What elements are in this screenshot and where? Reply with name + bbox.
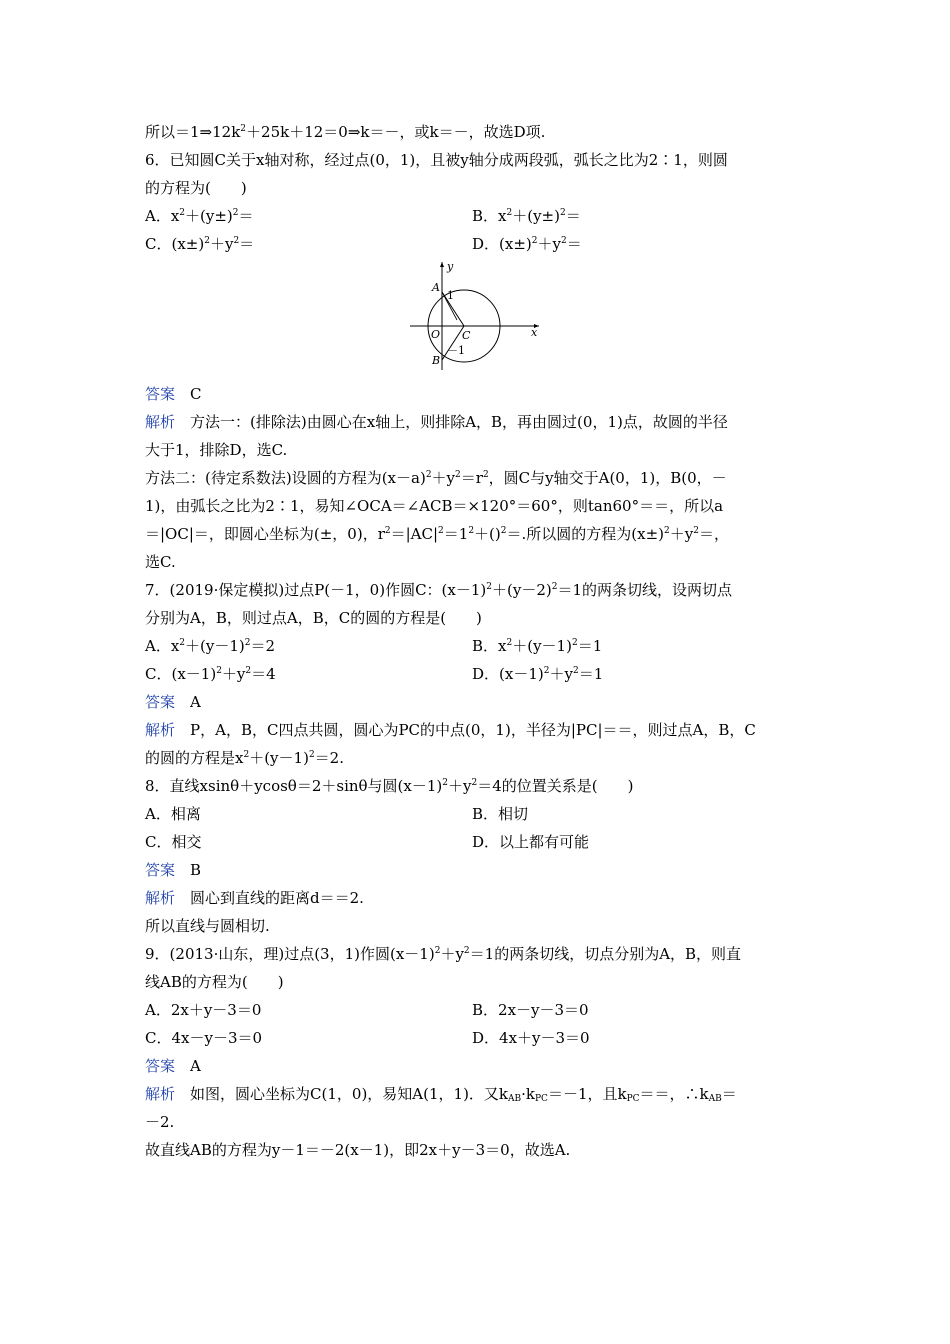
superscript: 2 — [425, 470, 432, 480]
option-8c: C．相交 — [145, 833, 202, 851]
text-span: ＋(y－1) — [249, 749, 309, 767]
answer-value: A — [190, 693, 201, 711]
text-span: ＋() — [474, 525, 501, 543]
text-span: ＝ — [566, 235, 582, 253]
explanation-tag: 解析 — [145, 721, 176, 739]
superscript: 2 — [551, 582, 558, 592]
superscript: 2 — [559, 208, 566, 218]
text-span: ＝ — [721, 1085, 737, 1103]
question-9-stem-cont: 线AB的方程为( ) — [145, 973, 284, 991]
text-span: ＝|OC|＝，即圆心坐标为(±，0)，r — [145, 525, 385, 543]
label-y: y — [447, 260, 454, 273]
answer-value: B — [190, 861, 202, 879]
text-span: C．(x－1) — [145, 665, 217, 683]
superscript: 2 — [233, 236, 240, 246]
superscript: 2 — [245, 666, 252, 676]
text-span: 的圆的方程是x — [145, 749, 244, 767]
question-9-stem — [145, 944, 741, 964]
text-span: ＝1的两条切线，设两切点 — [557, 581, 733, 599]
text-span: ，圆C与y轴交于A(0，1)，B(0，－ — [488, 469, 727, 487]
text-span: ＋y — [448, 777, 472, 795]
superscript: 2 — [506, 638, 513, 648]
superscript: 2 — [244, 638, 251, 648]
text-span: P，A，B，C四点共圆，圆心为PC的中点(0，1)，半径为|PC|＝＝，则过点A，B，C — [190, 721, 756, 739]
subscript: PC — [626, 1094, 640, 1104]
option-8a: A．相离 — [145, 805, 201, 823]
explanation-8-line1 — [145, 888, 364, 908]
answer-tag: 答案 — [145, 861, 176, 879]
option-7d — [472, 664, 603, 684]
option-7b — [472, 636, 602, 656]
option-6c — [145, 234, 254, 254]
text-span: 方法一：(排除法)由圆心在x轴上，则排除A，B，再由圆过(0，1)点，故圆的半径 — [190, 413, 728, 431]
y-axis-arrow — [440, 262, 444, 267]
text-span: ＝－1，且k — [547, 1085, 627, 1103]
label-neg1: －1 — [447, 344, 465, 357]
text-span: 圆心到直线的距离d＝＝2. — [190, 889, 364, 907]
text-span: ＋y — [549, 665, 573, 683]
superscript: 2 — [216, 666, 222, 676]
superscript: 2 — [204, 236, 210, 246]
text-span: D．(x±) — [472, 235, 532, 253]
text-span: ＝1 — [578, 665, 604, 683]
label-1: 1 — [447, 289, 454, 302]
superscript: 2 — [664, 526, 670, 536]
text-span: ＋(y－2) — [492, 581, 552, 599]
text-span: ＝1 — [577, 637, 603, 655]
superscript: 2 — [308, 750, 315, 760]
subscript: AB — [508, 1094, 522, 1104]
text-span: D．(x－1) — [472, 665, 544, 683]
explanation-6-line3 — [145, 468, 727, 488]
explanation-6-line4: 1)，由弧长之比为2∶1，易知∠OCA＝∠ACB＝×120°＝60°，则tan60°＝＝，所以a — [145, 497, 724, 515]
text-span: ＋(y－1) — [512, 637, 572, 655]
superscript: 2 — [471, 778, 478, 788]
explanation-8-line2: 所以直线与圆相切. — [145, 917, 270, 935]
text-span: ＝1的两条切线，切点分别为A，B，则直 — [469, 945, 742, 963]
text-span: ＋y — [209, 235, 234, 253]
text-span: 8．直线xsinθ＋ycosθ＝2＋sinθ与圆(x－1) — [145, 777, 443, 795]
option-9b: B．2x－y－3＝0 — [472, 1001, 589, 1019]
question-6-stem: 6．已知圆C关于x轴对称，经过点(0，1)，且被y轴分成两段弧，弧长之比为2∶1，则圆 — [145, 151, 728, 169]
text-span: ＝4 — [251, 665, 276, 683]
text-span: ＝4的位置关系是( ) — [477, 777, 634, 795]
text-span: ＝， — [698, 525, 729, 543]
text-span: ＋y — [221, 665, 246, 683]
text-span: A．x — [145, 207, 180, 225]
text-span: ＝ — [565, 207, 581, 225]
question-6-stem-cont: 的方程为( ) — [145, 179, 247, 197]
text-span: ＋y — [537, 235, 561, 253]
explanation-7-line1 — [145, 720, 756, 740]
text-span: ＋y — [669, 525, 694, 543]
answer-tag: 答案 — [145, 693, 176, 711]
label-o: O — [431, 328, 441, 341]
circle-figure — [405, 258, 545, 373]
text-span: 方法二：(待定系数法)设圆的方程为(x－a) — [145, 469, 426, 487]
question-8-stem — [145, 776, 633, 796]
text-span: ＝.所以圆的方程为(x±) — [506, 525, 665, 543]
explanation-tag: 解析 — [145, 413, 176, 431]
superscript: 2 — [434, 946, 441, 956]
superscript: 2 — [543, 666, 550, 676]
superscript: 2 — [243, 750, 250, 760]
superscript: 2 — [571, 638, 578, 648]
text-span: C．(x±) — [145, 235, 205, 253]
text-span: ＝2. — [314, 749, 344, 767]
option-7a — [145, 636, 275, 656]
text-span: B．x — [472, 637, 507, 655]
superscript: 2 — [442, 778, 448, 788]
text-span: 9．(2013·山东，理)过点(3，1)作圆(x－1) — [145, 945, 435, 963]
superscript: 2 — [384, 526, 391, 536]
superscript: 2 — [486, 582, 492, 592]
superscript: 2 — [500, 526, 507, 536]
option-6b — [472, 206, 581, 226]
answer-tag: 答案 — [145, 1057, 176, 1075]
explanation-9-line3: 故直线AB的方程为y－1＝－2(x－1)，即2x＋y－3＝0，故选A. — [145, 1141, 571, 1159]
text-span: ＝2 — [250, 637, 276, 655]
explanation-tag: 解析 — [145, 1085, 176, 1103]
option-8b: B．相切 — [472, 805, 529, 823]
explanation-tag: 解析 — [145, 889, 176, 907]
answer-7 — [145, 692, 201, 712]
text-span: ＝ — [238, 207, 254, 225]
superscript: 2 — [179, 638, 186, 648]
explanation-9-line1 — [145, 1084, 737, 1104]
text-span: ＋y — [431, 469, 456, 487]
text-span: 所以＝1⇒12k — [145, 123, 241, 141]
text-span: ＝|AC| — [390, 525, 439, 543]
answer-value: C — [190, 385, 202, 403]
answer-9 — [145, 1056, 201, 1076]
text-span: 7．(2019·保定模拟)过点P(－1，0)作圆C：(x－1) — [145, 581, 487, 599]
label-a: A — [432, 281, 440, 294]
superscript: 2 — [572, 666, 579, 676]
text-span: ＋(y±) — [512, 207, 560, 225]
option-9d: D．4x＋y－3＝0 — [472, 1029, 590, 1047]
text-span: ＝r — [460, 469, 483, 487]
superscript: 2 — [482, 470, 489, 480]
superscript: 2 — [531, 236, 538, 246]
subscript: PC — [535, 1094, 548, 1104]
superscript: 2 — [179, 208, 186, 218]
option-9c: C．4x－y－3＝0 — [145, 1029, 263, 1047]
label-x: x — [531, 326, 538, 339]
text-span: ＋(y－1) — [185, 637, 245, 655]
option-8d: D．以上都有可能 — [472, 833, 590, 851]
text-span: 如图，圆心坐标为C(1，0)，易知A(1，1)．又k — [190, 1085, 509, 1103]
label-c: C — [462, 329, 471, 342]
text-span: ＝ — [239, 235, 255, 253]
text-span: ＋25k＋12＝0⇒k＝－，或k＝－，故选D项. — [246, 123, 546, 141]
superscript: 2 — [232, 208, 239, 218]
text-span: ＋y — [440, 945, 464, 963]
answer-8 — [145, 860, 201, 880]
text-span: ＝＝，∴k — [639, 1085, 709, 1103]
superscript: 2 — [693, 526, 699, 536]
superscript: 2 — [455, 470, 461, 480]
text-span: ＝1 — [443, 525, 469, 543]
option-6d — [472, 234, 582, 254]
text-span: B．x — [472, 207, 507, 225]
subscript: AB — [708, 1094, 722, 1104]
superscript: 2 — [506, 208, 513, 218]
answer-6 — [145, 384, 202, 404]
question-7-stem-cont: 分别为A，B，则过点A，B，C的圆的方程是( ) — [145, 609, 482, 627]
explanation-9-line2: －2. — [145, 1113, 175, 1131]
explanation-6-line6: 选C. — [145, 553, 176, 571]
explanation-7-line2 — [145, 748, 344, 768]
text-span: ·k — [521, 1085, 535, 1103]
answer-value: A — [190, 1057, 201, 1075]
superscript: 2 — [468, 526, 475, 536]
superscript: 2 — [438, 526, 444, 536]
answer-tag: 答案 — [145, 385, 176, 403]
superscript: 2 — [240, 124, 247, 134]
explanation-6-line2: 大于1，排除D，选C. — [145, 441, 288, 459]
option-7c — [145, 664, 276, 684]
option-6a — [145, 206, 254, 226]
explanation-6-line1 — [145, 412, 728, 432]
text-span: A．x — [145, 637, 180, 655]
explanation-6-line5 — [145, 524, 729, 544]
text-span: ＋(y±) — [185, 207, 233, 225]
superscript: 2 — [560, 236, 567, 246]
question-7-stem — [145, 580, 732, 600]
superscript: 2 — [463, 946, 470, 956]
text-line — [145, 122, 545, 142]
option-9a: A．2x＋y－3＝0 — [145, 1001, 262, 1019]
label-b: B — [432, 354, 441, 367]
